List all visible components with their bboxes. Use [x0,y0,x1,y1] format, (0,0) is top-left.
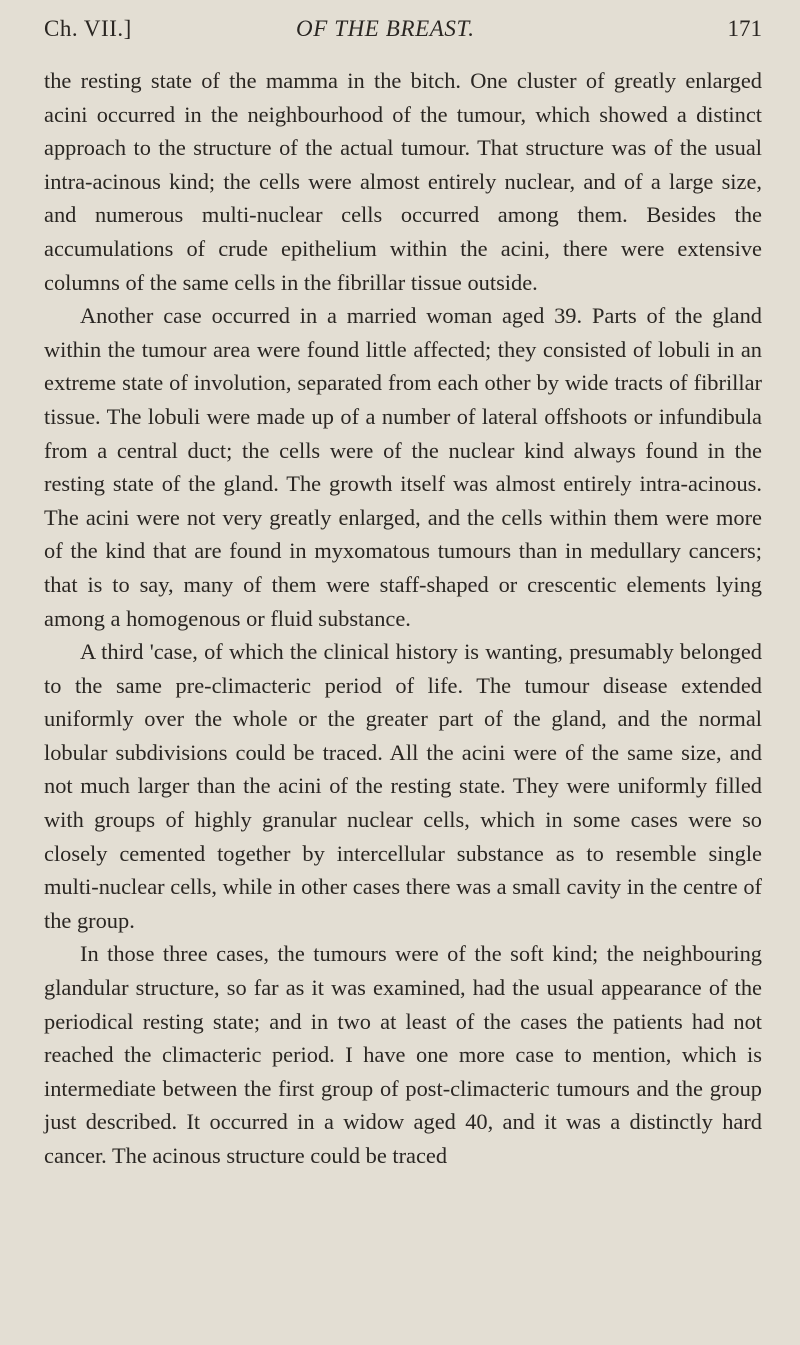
body-text [44,64,762,1173]
paragraph-continued: the resting state of the mamma in the bitch. One cluster of greatly enlarged acini occurred in the neighbourhood of the tumour, which showed a distinct approach to the structure of the actual tumour. That structure was of the usual intra-acinous kind; the cells were almost entirely nuclear, and of a large size, and numerous multi-nuclear cells occurred among them. Besides the accumulations of crude epithelium within the acini, there were extensive columns of the same cells in the fibrillar tissue outside. [44,68,762,295]
paragraph-third-case: A third 'case, of which the clinical history is wanting, presumably belonged to the same pre-climacteric period of life. The tumour disease extended uniformly over the whole or the greater part of the gland, and the normal lobular subdivisions could be traced. All the acini were of the same size, and not much larger than the acini of the resting state. They were uniformly filled with groups of highly granular nuclear cells, which in some cases were so closely cemented together by intercellular substance as to resemble single multi-nuclear cells, while in other cases there was a small cavity in the centre of the group. [44,639,762,933]
paragraph-summary: In those three cases, the tumours were of the soft kind; the neighbouring glandular structure, so far as it was examined, had the usual appearance of the periodical resting state; and in two at least of the cases the patients had not reached the climacteric period. I have one more case to mention, which is intermediate between the first group of post-climacteric tumours and the group just described. It occurred in a widow aged 40, and it was a distinctly hard cancer. The acinous structure could be traced [44,941,762,1168]
running-head [44,14,762,54]
chapter-reference: Ch. VII.] [44,16,132,41]
paragraph-second-case: Another case occurred in a married woman aged 39. Parts of the gland within the tumour area were found little affected; they consisted of lobuli in an extreme state of involution, separated from each other by wide tracts of fibrillar tissue. The lobuli were made up of a number of lateral offshoots or infundibula from a central duct; the cells were of the nuclear kind always found in the resting state of the gland. The growth itself was almost entirely intra-acinous. The acini were not very greatly enlarged, and the cells within them were more of the kind that are found in myxomatous tumours than in medullary cancers; that is to say, many of them were staff-shaped or crescentic elements lying among a homogenous or fluid substance. [44,303,762,631]
page-number: 171 [727,16,762,41]
running-title: OF THE BREAST. [296,16,475,41]
